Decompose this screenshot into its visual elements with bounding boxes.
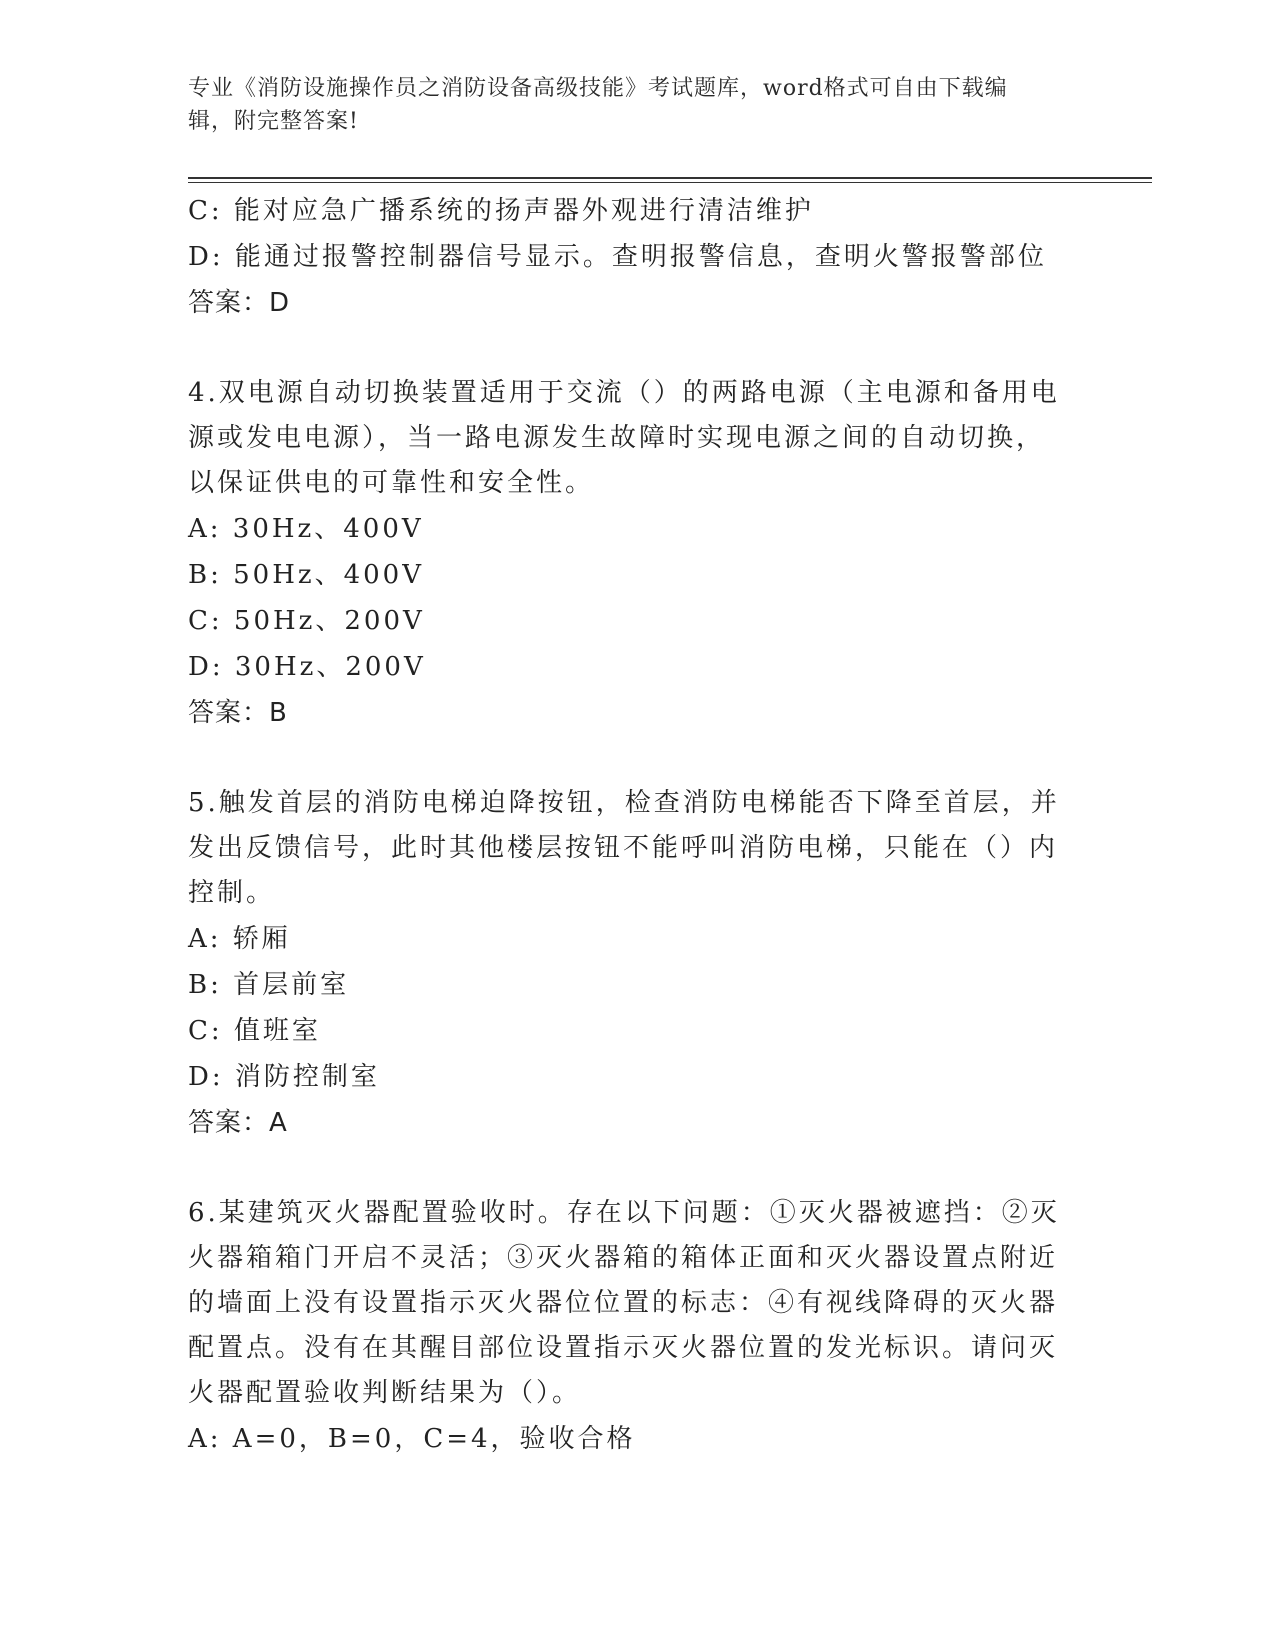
- spacer: [188, 1146, 1068, 1191]
- question-stem-line: 控制。: [188, 878, 276, 908]
- question-stem-line: 火器配置验收判断结果为（）。: [188, 1378, 582, 1408]
- question-stem-line: 5.触发首层的消防电梯迫降按钮，检查消防电梯能否下降至首层，并: [188, 788, 1060, 818]
- spacer: [188, 736, 1068, 781]
- document-header: [188, 72, 1068, 138]
- option-d: D: 能通过报警控制器信号显示。查明报警信息，查明火警报警部位: [188, 242, 1047, 272]
- header-line-1: 专业《消防设施操作员之消防设备高级技能》考试题库，word格式可自由下载编: [188, 76, 1008, 101]
- option-b: B: 50Hz、400V: [188, 560, 424, 590]
- question-stem-line: 源或发电电源），当一路电源发生故障时实现电源之间的自动切换，: [188, 423, 1046, 453]
- question-stem-line: 的墙面上没有设置指示灭火器位位置的标志：④有视线降碍的灭火器: [188, 1288, 1059, 1318]
- header-divider-thin: [188, 182, 1152, 183]
- option-b: B: 首层前室: [188, 970, 350, 1000]
- answer: 答案：B: [188, 698, 288, 728]
- header-line-2: 辑，附完整答案!: [188, 109, 359, 134]
- option-a: A: 30Hz、400V: [188, 514, 424, 544]
- question-stem-line: 配置点。没有在其醒目部位设置指示灭火器位置的发光标识。请问灭: [188, 1333, 1059, 1363]
- answer: 答案：A: [188, 1108, 288, 1138]
- question-stem-line: 6.某建筑灭火器配置验收时。存在以下问题：①灭火器被遮挡：②灭: [188, 1198, 1060, 1228]
- question-stem-line: 4.双电源自动切换装置适用于交流（）的两路电源（主电源和备用电: [188, 378, 1060, 408]
- option-c: C: 能对应急广播系统的扬声器外观进行清洁维护: [188, 196, 814, 226]
- question-stem-line: 发出反馈信号，此时其他楼层按钮不能呼叫消防电梯，只能在（）内: [188, 833, 1059, 863]
- question-stem-line: 以保证供电的可靠性和安全性。: [188, 468, 595, 498]
- option-a: A: A=0，B=0，C=4，验收合格: [188, 1424, 636, 1454]
- option-d: D: 30Hz、200V: [188, 652, 426, 682]
- document-body: [188, 188, 1068, 1462]
- question-6: [188, 1191, 1068, 1462]
- question-3: [188, 188, 1068, 326]
- question-stem-line: 火器箱箱门开启不灵活；③灭火器箱的箱体正面和灭火器设置点附近: [188, 1243, 1059, 1273]
- answer: 答案：D: [188, 288, 291, 318]
- option-c: C: 值班室: [188, 1016, 321, 1046]
- option-c: C: 50Hz、200V: [188, 606, 425, 636]
- option-d: D: 消防控制室: [188, 1062, 380, 1092]
- spacer: [188, 326, 1068, 371]
- option-a: A: 轿厢: [188, 924, 291, 954]
- question-4: [188, 371, 1068, 736]
- question-5: [188, 781, 1068, 1146]
- header-divider-thick: [188, 177, 1152, 179]
